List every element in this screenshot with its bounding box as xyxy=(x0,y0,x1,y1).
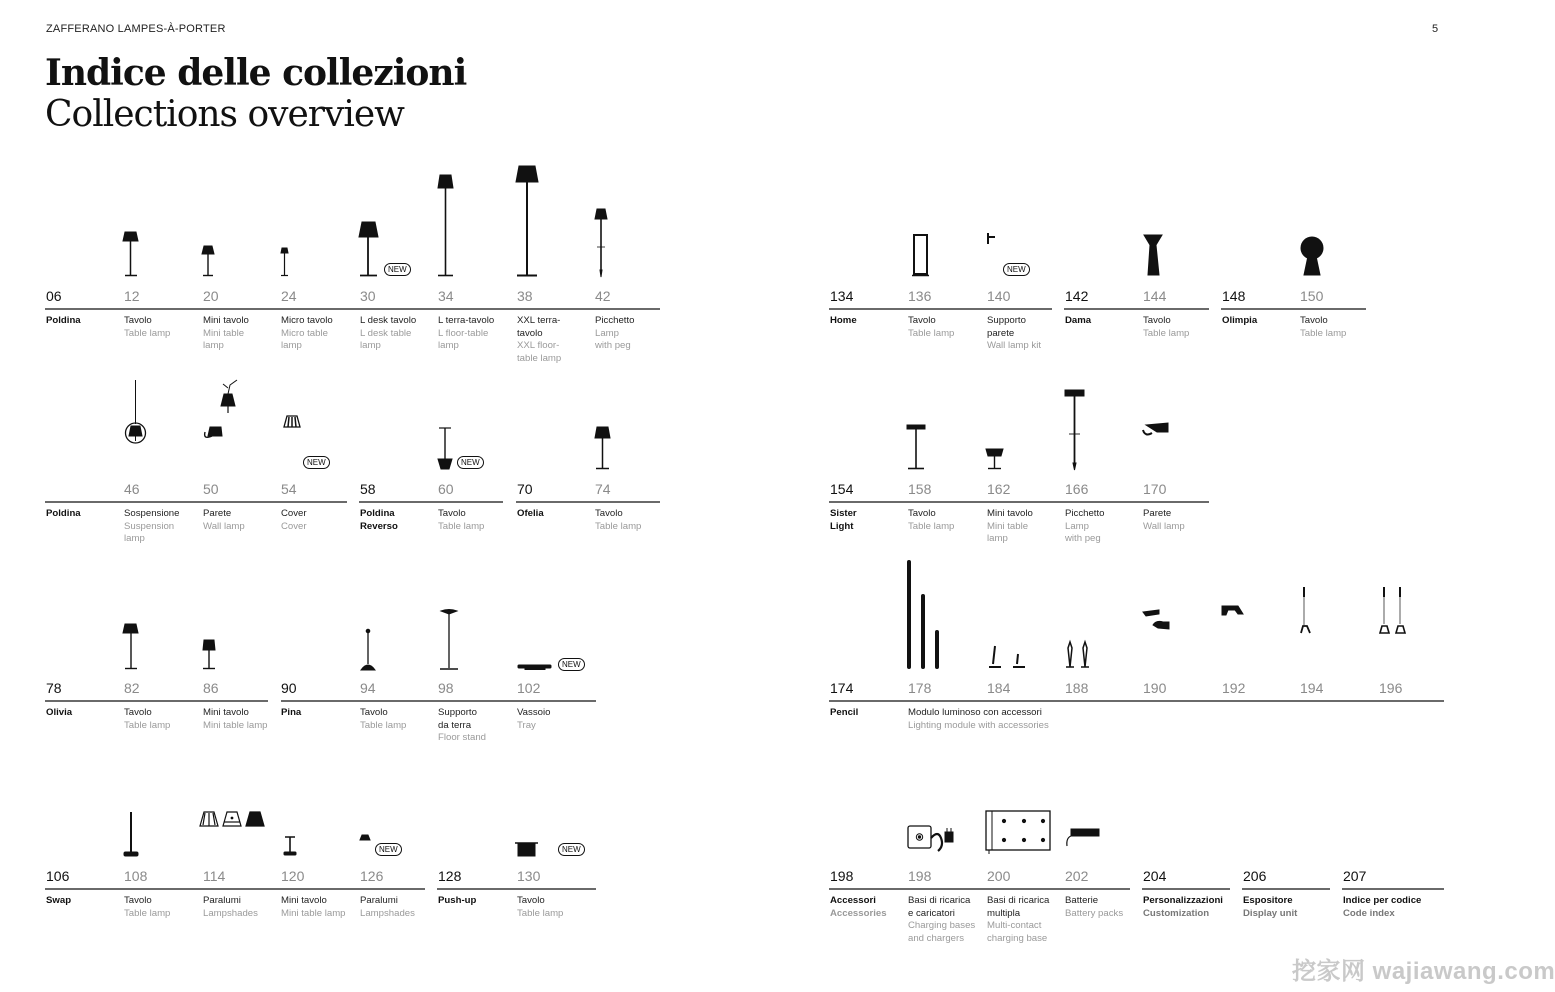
battery-icon xyxy=(1067,829,1099,846)
item-label: Tavolo Table lamp xyxy=(1300,315,1347,339)
table-lamp-icon xyxy=(124,812,138,856)
table-lamp-icon xyxy=(123,624,138,669)
item-label: Picchetto Lamp with peg xyxy=(595,315,635,352)
item-page-number[interactable]: 198 xyxy=(908,868,932,884)
collection-name: Poldina Reverso xyxy=(360,508,398,532)
lampshade-icon xyxy=(284,416,300,427)
collection-page-number[interactable]: 70 xyxy=(517,481,533,497)
item-label: Tavolo Table lamp xyxy=(908,315,955,339)
item-label: Tavolo Table lamp xyxy=(438,508,485,532)
item-label: Tavolo Table lamp xyxy=(517,895,564,919)
item-page-number[interactable]: 178 xyxy=(908,680,932,696)
new-badge: NEW xyxy=(384,263,411,276)
item-label: Micro tavolo Micro table lamp xyxy=(281,315,333,352)
item-label: Parete Wall lamp xyxy=(1143,508,1185,532)
pencil-rod-icon xyxy=(909,562,937,667)
lampshade-icon xyxy=(200,812,264,826)
collection-page-number[interactable]: 174 xyxy=(830,680,854,696)
item-page-number[interactable]: 94 xyxy=(360,680,376,696)
peg-lamp-icon xyxy=(1065,390,1084,470)
item-page-number[interactable]: 12 xyxy=(124,288,140,304)
collection-page-number[interactable]: 142 xyxy=(1065,288,1089,304)
collection-page-number[interactable]: 198 xyxy=(830,868,854,884)
item-page-number[interactable]: 170 xyxy=(1143,481,1167,497)
page-number: 5 xyxy=(1432,23,1439,35)
item-label: Tavolo Table lamp xyxy=(124,315,171,339)
item-page-number[interactable]: 136 xyxy=(908,288,932,304)
item-page-number[interactable]: 42 xyxy=(595,288,611,304)
item-page-number[interactable]: 98 xyxy=(438,680,454,696)
item-page-number[interactable]: 20 xyxy=(203,288,219,304)
item-label: L terra-tavolo L floor-table lamp xyxy=(438,315,495,352)
item-page-number[interactable]: 34 xyxy=(438,288,454,304)
floor-lamp-icon xyxy=(516,166,538,276)
charging-base-icon xyxy=(908,826,953,851)
item-label: Tavolo Table lamp xyxy=(908,508,955,532)
collection-name: Espositore Display unit xyxy=(1243,895,1298,919)
collection-name: Swap xyxy=(46,895,72,906)
peg-lamp-icon xyxy=(595,209,607,277)
collection-name: Push-up xyxy=(438,895,477,906)
table-lamp-icon xyxy=(202,246,214,276)
item-page-number[interactable]: 202 xyxy=(1065,868,1089,884)
collection-name: Olivia xyxy=(46,707,73,718)
item-page-number[interactable]: 38 xyxy=(517,288,533,304)
page-title-italian: Indice delle collezioni xyxy=(45,52,467,94)
watermark: 挖家网 wajiawang.com xyxy=(1292,958,1555,985)
item-page-number[interactable]: 130 xyxy=(517,868,541,884)
collection-page-number[interactable]: 148 xyxy=(1222,288,1246,304)
collection-name: Dama xyxy=(1065,315,1092,326)
collection-page-number[interactable]: 204 xyxy=(1143,868,1167,884)
item-page-number[interactable]: 190 xyxy=(1143,680,1167,696)
new-badge: NEW xyxy=(457,456,484,469)
pencil-wall-mount-icon xyxy=(1143,610,1169,629)
item-label: Mini tavolo Mini table lamp xyxy=(987,508,1033,545)
table-lamp-icon xyxy=(359,222,378,276)
table-lamp-icon xyxy=(361,629,375,670)
item-page-number[interactable]: 158 xyxy=(908,481,932,497)
item-page-number[interactable]: 166 xyxy=(1065,481,1089,497)
collection-page-number[interactable]: 134 xyxy=(830,288,854,304)
item-page-number[interactable]: 150 xyxy=(1300,288,1324,304)
wall-lamp-icon xyxy=(1143,423,1168,434)
table-lamp-icon xyxy=(123,232,138,276)
table-lamp-icon xyxy=(203,640,215,669)
item-page-number[interactable]: 24 xyxy=(281,288,297,304)
table-lamp-icon xyxy=(1144,235,1162,275)
pencil-clamp-icon xyxy=(1222,606,1243,615)
item-page-number[interactable]: 46 xyxy=(124,481,140,497)
collection-name: Home xyxy=(830,315,857,326)
new-badge: NEW xyxy=(303,456,330,469)
collection-name: Poldina xyxy=(46,508,81,519)
floor-stand-icon xyxy=(440,610,458,670)
item-page-number[interactable]: 194 xyxy=(1300,680,1324,696)
collection-page-number[interactable]: 206 xyxy=(1243,868,1267,884)
tray-icon xyxy=(518,665,551,670)
item-page-number[interactable]: 200 xyxy=(987,868,1011,884)
collection-page-number[interactable]: 128 xyxy=(438,868,462,884)
item-label: Tavolo Table lamp xyxy=(124,707,171,731)
item-label: Paralumi Lampshades xyxy=(203,895,258,919)
collection-name: Pencil xyxy=(830,707,859,718)
item-page-number[interactable]: 50 xyxy=(203,481,219,497)
item-label: Supporto da terra Floor stand xyxy=(438,707,486,744)
item-page-number[interactable]: 144 xyxy=(1143,288,1167,304)
item-page-number[interactable]: 74 xyxy=(595,481,611,497)
new-badge: NEW xyxy=(1003,263,1030,276)
item-page-number[interactable]: 102 xyxy=(517,680,541,696)
reverso-lamp-icon xyxy=(438,428,452,469)
multi-charging-base-icon xyxy=(986,811,1050,854)
new-badge: NEW xyxy=(558,658,585,671)
item-page-number[interactable]: 196 xyxy=(1379,680,1403,696)
collection-page-number[interactable]: 106 xyxy=(46,868,70,884)
item-label: Basi di ricarica multipla Multi-contact charging base xyxy=(987,895,1050,944)
collection-name: Olimpia xyxy=(1222,315,1258,326)
item-label: Modulo luminoso con accessori Lighting module with accessories xyxy=(908,707,1049,731)
collection-name: Poldina xyxy=(46,315,81,326)
pencil-hanger-double-icon xyxy=(1380,587,1405,633)
item-label: Tavolo Table lamp xyxy=(124,895,171,919)
new-badge: NEW xyxy=(558,843,585,856)
item-label: Cover Cover xyxy=(281,508,307,532)
pencil-holder-icon xyxy=(1066,642,1089,667)
collection-name: Indice per codice Code index xyxy=(1343,895,1422,919)
item-label: Mini tavolo Mini table lamp xyxy=(203,315,249,352)
pendant-lamp-icon xyxy=(126,380,146,443)
collection-page-number[interactable]: 78 xyxy=(46,680,62,696)
item-label: Mini tavolo Mini table lamp xyxy=(203,707,268,731)
push-up-lamp-icon xyxy=(515,843,538,856)
item-label: Basi di ricarica e caricatori Charging bases and chargers xyxy=(908,895,976,944)
collection-page-number[interactable]: 58 xyxy=(360,481,376,497)
wall-lamp-icon xyxy=(205,380,237,437)
collection-name: Ofelia xyxy=(517,508,544,519)
section-rules xyxy=(45,309,1444,889)
item-label: Sospensione Suspension lamp xyxy=(124,508,180,545)
item-label: Tavolo Table lamp xyxy=(595,508,642,532)
item-page-number[interactable]: 188 xyxy=(1065,680,1089,696)
pencil-stand-icon xyxy=(989,646,1025,667)
item-page-number[interactable]: 140 xyxy=(987,288,1011,304)
table-lamp-icon xyxy=(912,235,929,276)
item-label: Batterie Battery packs xyxy=(1065,895,1124,919)
item-page-number[interactable]: 54 xyxy=(281,481,297,497)
item-label: Supporto parete Wall lamp kit xyxy=(987,315,1042,352)
page-title-english: Collections overview xyxy=(45,94,404,135)
item-page-number[interactable]: 114 xyxy=(203,868,226,884)
brand-header: ZAFFERANO LAMPES-À-PORTER xyxy=(46,23,226,35)
table-lamp-icon xyxy=(1301,237,1323,275)
item-label: Picchetto Lamp with peg xyxy=(1065,508,1105,545)
collection-page-number[interactable]: 207 xyxy=(1343,868,1367,884)
table-lamp-icon xyxy=(284,837,296,855)
lampshade-icon xyxy=(360,835,370,840)
collection-page-number[interactable]: 154 xyxy=(830,481,854,497)
collection-name: Personalizzazioni Customization xyxy=(1143,895,1223,919)
collection-name: Pina xyxy=(281,707,302,718)
item-page-number[interactable]: 162 xyxy=(987,481,1011,497)
item-page-number[interactable]: 30 xyxy=(360,288,376,304)
item-label: Paralumi Lampshades xyxy=(360,895,415,919)
table-lamp-icon xyxy=(986,449,1003,469)
item-page-number[interactable]: 192 xyxy=(1222,680,1246,696)
new-badge: NEW xyxy=(375,843,402,856)
item-label: Vassoio Tray xyxy=(517,707,551,731)
wall-lamp-kit-icon xyxy=(988,233,995,244)
item-label: Tavolo Table lamp xyxy=(1143,315,1190,339)
item-page-number[interactable]: 60 xyxy=(438,481,454,497)
collection-page-number[interactable]: 06 xyxy=(46,288,62,304)
item-page-number[interactable]: 82 xyxy=(124,680,140,696)
collection-name: Accessori Accessories xyxy=(830,895,887,919)
collection-page-number[interactable]: 90 xyxy=(281,680,297,696)
item-page-number[interactable]: 120 xyxy=(281,868,305,884)
item-label: Parete Wall lamp xyxy=(203,508,245,532)
collection-name: Sister Light xyxy=(830,508,857,532)
item-label: L desk tavolo L desk table lamp xyxy=(360,315,417,352)
floor-lamp-icon xyxy=(438,175,453,276)
table-lamp-icon xyxy=(281,248,288,276)
item-page-number[interactable]: 86 xyxy=(203,680,219,696)
item-label: XXL terra- tavolo XXL floor- table lamp xyxy=(517,315,562,364)
item-page-number[interactable]: 126 xyxy=(360,868,384,884)
item-page-number[interactable]: 108 xyxy=(124,868,148,884)
pencil-hanger-icon xyxy=(1301,587,1310,633)
item-page-number[interactable]: 184 xyxy=(987,680,1011,696)
table-lamp-icon xyxy=(907,425,925,469)
item-label: Tavolo Table lamp xyxy=(360,707,407,731)
item-label: Mini tavolo Mini table lamp xyxy=(281,895,346,919)
table-lamp-icon xyxy=(595,427,610,469)
